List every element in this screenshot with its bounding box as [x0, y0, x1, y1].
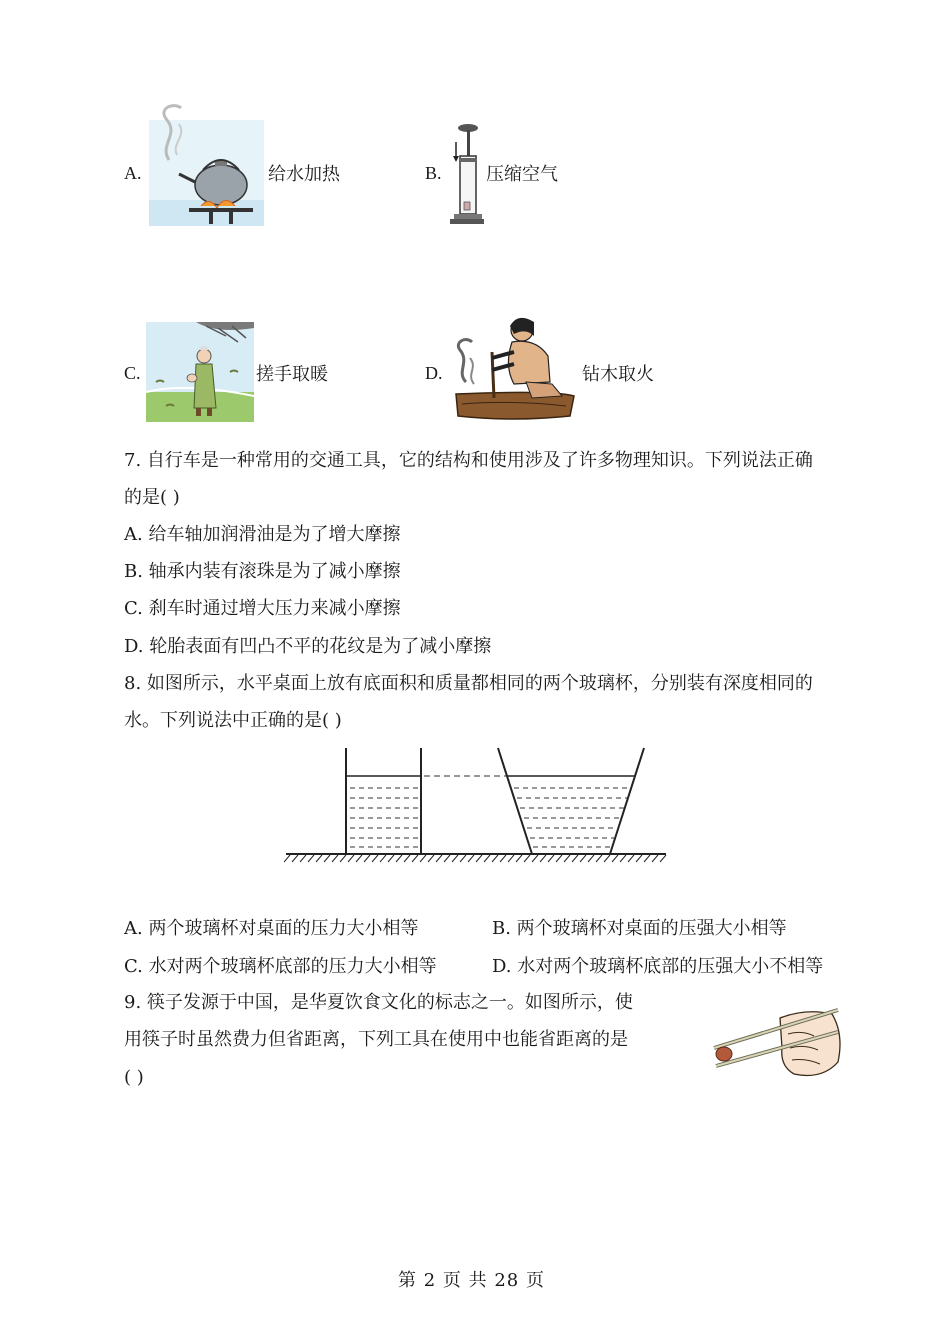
- option-caption: 压缩空气: [486, 164, 558, 185]
- question-stem-continued: 的是( ): [124, 487, 180, 508]
- chopsticks-hand-illustration: [710, 1004, 844, 1084]
- question-stem-continued: 水。下列说法中正确的是( ): [124, 710, 342, 731]
- option-b: B. 两个玻璃杯对桌面的压强大小相等: [492, 918, 787, 939]
- question-stem-continued: 用筷子时虽然费力但省距离，下列工具在使用中也能省距离的是: [124, 1029, 628, 1050]
- option-d: D. 水对两个玻璃杯底部的压强大小不相等: [492, 956, 824, 977]
- option-b: B. 轴承内装有滚珠是为了减小摩擦: [124, 561, 401, 582]
- question-stem: 7. 自行车是一种常用的交通工具，它的结构和使用涉及了许多物理知识。下列说法正确: [124, 450, 813, 471]
- kettle-heating-illustration: [149, 100, 264, 226]
- option-caption: 搓手取暖: [256, 364, 328, 385]
- option-letter: B.: [425, 163, 442, 183]
- option-c: C. 刹车时通过增大压力来减小摩擦: [124, 598, 401, 619]
- question-stem: 8. 如图所示，水平桌面上放有底面积和质量都相同的两个玻璃杯，分别装有深度相同的: [124, 673, 813, 694]
- option-a: A. 两个玻璃杯对桌面的压力大小相等: [124, 918, 419, 939]
- option-letter: D.: [425, 363, 443, 383]
- page-number: 第 2 页 共 28 页: [398, 1270, 545, 1291]
- two-glass-cups-diagram: [284, 744, 668, 864]
- option-caption: 钻木取火: [582, 364, 654, 385]
- option-c: C. 水对两个玻璃杯底部的压力大小相等: [124, 956, 437, 977]
- drill-wood-fire-illustration: [452, 312, 578, 422]
- rubbing-hands-illustration: [146, 322, 254, 422]
- air-compression-cylinder-illustration: [448, 122, 484, 226]
- option-letter: C.: [124, 363, 141, 383]
- question-stem: 9. 筷子发源于中国，是华夏饮食文化的标志之一。如图所示，使: [124, 992, 633, 1013]
- option-caption: 给水加热: [268, 164, 340, 185]
- option-d: D. 轮胎表面有凹凸不平的花纹是为了减小摩擦: [124, 636, 492, 657]
- option-a: A. 给车轴加润滑油是为了增大摩擦: [124, 524, 401, 545]
- option-letter: A.: [124, 163, 142, 183]
- answer-blank: ( ): [124, 1067, 144, 1088]
